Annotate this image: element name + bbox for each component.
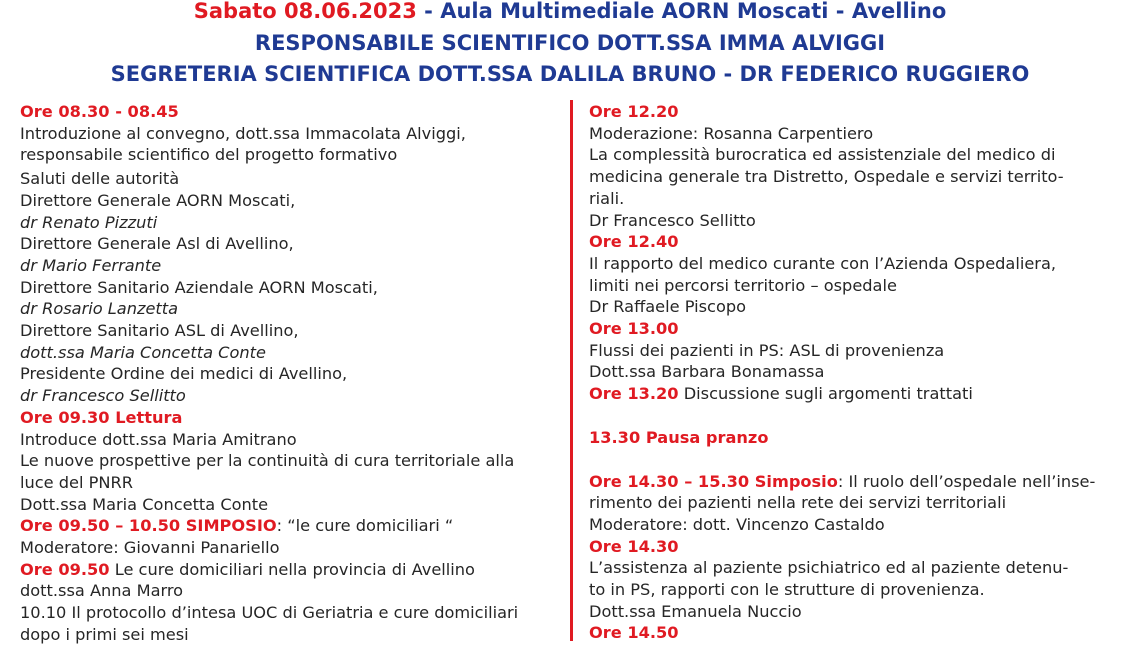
time-heading: Ore 13.00 bbox=[589, 319, 679, 339]
speaker-name: dr Francesco Sellitto bbox=[20, 386, 186, 406]
program-line: Direttore Sanitario ASL di Avellino, bbox=[20, 321, 299, 341]
speaker-name: dott.ssa Maria Concetta Conte bbox=[20, 342, 266, 362]
program-line: Dott.ssa Maria Concetta Conte bbox=[20, 494, 269, 514]
speaker-name: dr Rosario Lanzetta bbox=[20, 299, 179, 319]
program-line: dott.ssa Anna Marro bbox=[20, 581, 184, 601]
program-line: Moderatore: Giovanni Panariello bbox=[20, 538, 280, 558]
time-heading: Ore 09.50 – 10.50 SIMPOSIO bbox=[20, 516, 277, 536]
time-heading: Ore 14.30 – 15.30 Simposio bbox=[589, 471, 838, 491]
program-line: Introduce dott.ssa Maria Amitrano bbox=[20, 429, 297, 449]
program-line: medicina generale tra Distretto, Ospedale e servizi territo- bbox=[589, 167, 1064, 187]
program-line: 10.10 Il protocollo d’intesa UOC di Geriatria e cure domiciliari bbox=[20, 603, 519, 623]
time-heading: Ore 14.30 bbox=[589, 536, 679, 556]
program-line: Moderatore: dott. Vincenzo Castaldo bbox=[589, 514, 885, 534]
program-line: Dott.ssa Barbara Bonamassa bbox=[589, 362, 825, 382]
time-heading: Ore 14.50 bbox=[589, 623, 679, 643]
spacer bbox=[589, 449, 1119, 471]
program-line: Flussi dei pazienti in PS: ASL di provenienza bbox=[589, 340, 945, 360]
program-line: Dott.ssa Emanuela Nuccio bbox=[589, 601, 802, 621]
time-heading: Ore 12.20 bbox=[589, 102, 679, 121]
program-line: riali. bbox=[589, 188, 625, 208]
program-line: Le nuove prospettive per la continuità di cura territoriale alla bbox=[20, 451, 515, 471]
symposium-line bbox=[589, 471, 1119, 493]
event-date-place bbox=[0, 0, 1140, 26]
scientific-secretariat: SEGRETERIA SCIENTIFICA DOTT.SSA DALILA BRUNO - DR FEDERICO RUGGIERO bbox=[110, 62, 1030, 86]
program-line: dopo i primi sei mesi bbox=[20, 624, 189, 644]
speaker-name: dr Mario Ferrante bbox=[20, 255, 162, 275]
program-line: responsabile scientifico del progetto formativo bbox=[20, 145, 398, 165]
program-line: Direttore Sanitario Aziendale AORN Moscati, bbox=[20, 277, 378, 297]
scientific-manager: RESPONSABILE SCIENTIFICO DOTT.SSA IMMA ALVIGGI bbox=[254, 31, 886, 55]
event-place: - Aula Multimediale AORN Moscati - Avellino bbox=[416, 0, 947, 23]
program-line: rimento dei pazienti nella rete dei servizi territoriali bbox=[589, 493, 1007, 513]
column-divider bbox=[570, 100, 573, 641]
program-line: Presidente Ordine dei medici di Avellino, bbox=[20, 364, 348, 384]
time-heading: Ore 08.30 - 08.45 bbox=[20, 102, 179, 121]
program-line: Moderazione: Rosanna Carpentiero bbox=[589, 123, 874, 143]
program-line: Dr Francesco Sellitto bbox=[589, 210, 756, 230]
lunch-break: 13.30 Pausa pranzo bbox=[589, 427, 769, 447]
program-line: Introduzione al convegno, dott.ssa Immacolata Alviggi, bbox=[20, 123, 466, 143]
symposium-title: : “le cure domiciliari “ bbox=[276, 516, 454, 536]
time-heading: Ore 09.30 Lettura bbox=[20, 407, 183, 427]
program-line: Il rapporto del medico curante con l’Azienda Ospedaliera, bbox=[589, 253, 1057, 273]
program-line: limiti nei percorsi territorio – ospedale bbox=[589, 275, 897, 295]
time-heading: Ore 09.50 bbox=[20, 559, 110, 579]
talk-line bbox=[589, 383, 1119, 405]
program-line: L’assistenza al paziente psichiatrico ed al paziente detenu- bbox=[589, 558, 1069, 578]
program-line: Direttore Generale Asl di Avellino, bbox=[20, 234, 294, 254]
program-line: Dr Raffaele Piscopo bbox=[589, 297, 747, 317]
talk-title: Discussione sugli argomenti trattati bbox=[678, 384, 973, 404]
talk-line bbox=[20, 559, 565, 581]
program-line: to in PS, rapporti con le strutture di provenienza. bbox=[589, 580, 985, 600]
speaker-name: dr Renato Pizzuti bbox=[20, 212, 158, 232]
time-heading: Ore 13.20 bbox=[589, 384, 679, 404]
program-line: La complessità burocratica ed assistenziale del medico di bbox=[589, 145, 1056, 165]
program-left-column bbox=[20, 101, 565, 646]
program-line: luce del PNRR bbox=[20, 472, 134, 492]
event-date: Sabato 08.06.2023 bbox=[193, 0, 417, 23]
time-heading: Ore 12.40 bbox=[589, 232, 679, 252]
program-right-column bbox=[589, 101, 1119, 644]
program-line: Saluti delle autorità bbox=[20, 169, 180, 189]
talk-title: Le cure domiciliari nella provincia di Avellino bbox=[109, 559, 475, 579]
symposium-line bbox=[20, 515, 565, 537]
program-line: Direttore Generale AORN Moscati, bbox=[20, 190, 296, 210]
spacer bbox=[589, 405, 1119, 427]
symposium-title: : Il ruolo dell’ospedale nell’inse- bbox=[837, 471, 1096, 491]
